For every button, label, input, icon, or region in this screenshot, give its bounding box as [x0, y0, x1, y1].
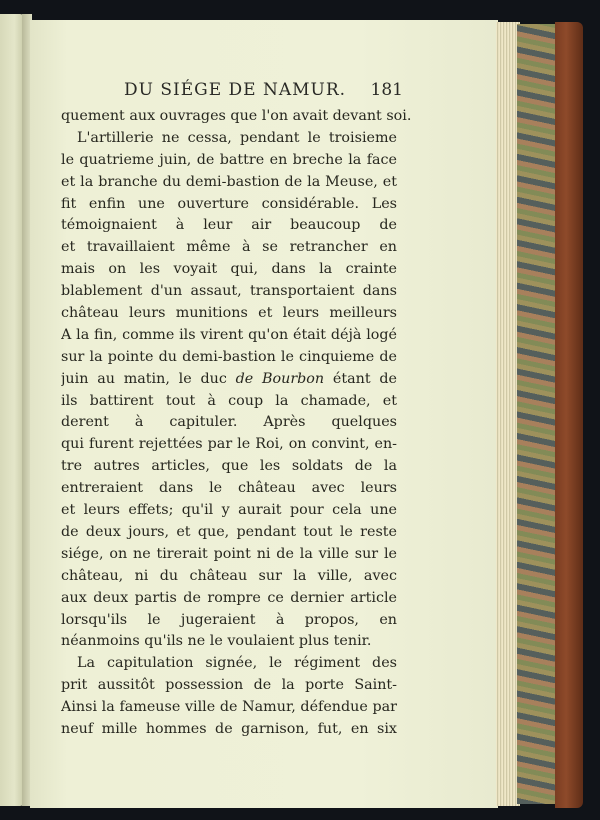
text-line: aux deux partis de rompre ce dernier article: [61, 589, 397, 606]
text-line: et travaillaient même à se retrancher en: [61, 239, 397, 256]
text-line: blablement d'un assaut, transportaient dans: [61, 283, 397, 300]
text-line: sur la pointe du demi-bastion le cinquieme de: [61, 348, 397, 365]
text-line: L'artillerie ne cessa, pendant le troisieme: [77, 129, 397, 146]
text-line: quement aux ouvrages que l'on avait devant soi.: [61, 108, 412, 124]
marbled-fore-edge: [517, 24, 557, 804]
text-line: prit aussitôt possession de la porte Saint-: [61, 677, 397, 694]
previous-page-edge: [0, 14, 24, 806]
text-line: Ainsi la fameuse ville de Namur, défendue par: [61, 699, 397, 716]
text-line: A la fin, comme ils virent qu'on était déjà logé: [61, 326, 397, 343]
italic-name: de Bourbon: [235, 370, 325, 387]
text-line: et leurs effets; qu'il y aurait pour cela une: [61, 502, 397, 519]
text-line: derent à capituler. Après quelques: [61, 414, 397, 431]
text-line: de deux jours, et que, pendant tout le reste: [61, 523, 397, 540]
running-title: DU SIÉGE DE NAMUR.: [124, 80, 347, 100]
text-line: et la branche du demi-bastion de la Meuse, et: [61, 173, 397, 190]
text-line: château, ni du château sur la ville, avec: [61, 567, 397, 584]
text-fragment: étant de: [332, 370, 397, 387]
text-line: neuf mille hommes de garnison, fut, en six: [61, 720, 397, 737]
text-line: La capitulation signée, le régiment des: [77, 655, 397, 672]
text-line: néanmoins qu'ils ne le voulaient plus tenir.: [61, 633, 372, 650]
body-text: [61, 106, 412, 741]
text-line: fit enfin une ouverture considérable. Les: [61, 195, 397, 212]
text-line: siége, on ne tirerait point ni de la ville sur le: [61, 545, 397, 562]
text-line-with-italic: [61, 369, 397, 391]
page-header: [60, 80, 403, 106]
text-line: tre autres articles, que les soldats de la: [61, 458, 397, 475]
text-line: qui furent rejettées par le Roi, on convint, en-: [61, 436, 397, 453]
text-line: ils battirent tout à coup la chamade, et: [61, 392, 397, 409]
text-fragment: juin au matin, le duc: [61, 370, 227, 387]
text-line: le quatrieme juin, de battre en breche la face: [61, 151, 397, 168]
leather-cover: [555, 22, 583, 808]
text-line: château leurs munitions et leurs meilleurs: [61, 305, 397, 322]
page-number: 181: [370, 80, 403, 100]
text-line: entreraient dans le château avec leurs: [61, 480, 397, 497]
text-line: mais on les voyait qui, dans la crainte: [61, 261, 397, 278]
text-line: témoignaient à leur air beaucoup de: [61, 217, 397, 234]
text-line: lorsqu'ils le jugeraient à propos, en: [61, 611, 397, 628]
